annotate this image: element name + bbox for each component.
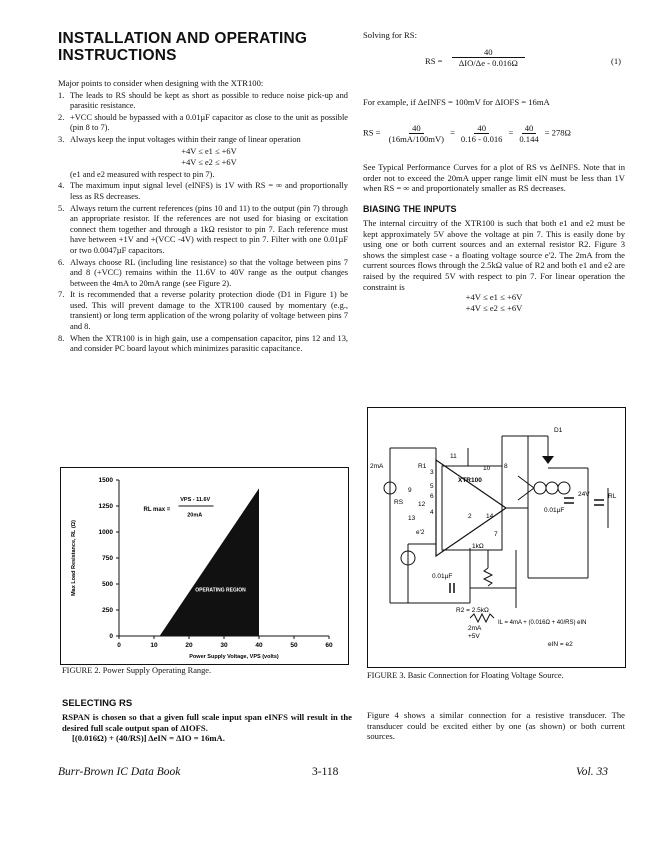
biasing-text: The internal circuitry of the XTR100 is such that both e1 and e2 must be kept approximately 5V above the voltage at pin 7. This is easily done by using one or both current sources and an external resistor R2. Figure 3 shows the simplest case - a floating voltage source e'2. The 2mA from the current sources flows through the 2.5kΩ value of R2 and both e1 and e2 are raised by the required 5V with respect to pin 7. For linear operation the constraint is: [363, 217, 625, 292]
list-item: [58, 258, 348, 290]
label-24v: 24V: [578, 491, 590, 498]
eq2-fraction-3: [516, 123, 541, 144]
pin-4: 4: [430, 509, 434, 516]
label-rl: RL: [608, 493, 617, 500]
y-tick-label: 500: [102, 581, 113, 588]
eq2-result: = 278Ω: [544, 127, 571, 138]
y-tick-label: 0: [109, 633, 113, 640]
circuit-wires: [390, 436, 608, 608]
x-tick-label: 0: [117, 642, 121, 649]
label-5v: +5V: [468, 633, 480, 640]
figure3-circuit: [367, 407, 626, 668]
list-item: [58, 135, 348, 146]
selecting-text: RSPAN is chosen so that a given full scale input span eINFS will result in the desired full scale output span of ΔIOFS.: [62, 712, 352, 733]
label-rs: RS: [394, 499, 404, 506]
example-text: For example, if ΔeINFS = 100mV for ΔIOFS = 16mA: [363, 96, 550, 107]
label-c001b: 0.01µF: [544, 507, 565, 514]
eq2-f1-den: (16mA/100mV): [388, 134, 445, 145]
label-2ma-b: 2mA: [468, 625, 482, 632]
see-text: See Typical Performance Curves for a plot of RS vs ΔeINFS. Note that in order not to exceed the 20mA upper range limit eIN must be less than 1V when RS = ∞ and proportionately smaller as RS decreases.: [363, 162, 625, 194]
solving-text: Solving for RS:: [363, 30, 417, 40]
label-formula: IL = 4mA + (0.016Ω + 40/RS) eIN: [498, 620, 587, 626]
list-item-text: Always choose RL (including line resistance) so that the voltage between pins 7 and 8 (+VCC) remains within the 11.6V to 40V range as the output changes between the 4mA to 20mA range (see Figure 2).: [70, 257, 348, 288]
x-tick-label: 10: [150, 642, 158, 649]
eq2-fraction-2: [458, 123, 506, 144]
left-column: [58, 30, 348, 356]
pin-6: 6: [430, 493, 434, 500]
label-e2p: e'2: [416, 529, 425, 536]
y-tick-label: 1250: [98, 503, 113, 510]
list-item-number: 3.: [58, 134, 65, 144]
eq1-left: RS =: [425, 55, 443, 66]
pin-9: 9: [408, 487, 412, 494]
list-item: [58, 204, 348, 257]
figure2-caption: FIGURE 2. Power Supply Operating Range.: [62, 666, 212, 675]
y-tick-label: 1000: [98, 529, 113, 536]
pin-10: 10: [483, 465, 491, 472]
y-tick-label: 250: [102, 607, 113, 614]
list-item-text: It is recommended that a reverse polarity protection diode (D1 in Figure 1) be used. This will prevent damage to the XTR100 caused by momentary (e.g., transient) or long term application of the wrong polarity of voltage between pins 7 and 8.: [70, 290, 348, 332]
selecting-title: SELECTING RS: [62, 698, 133, 709]
list-item-number: 8.: [58, 333, 65, 343]
list-item: [58, 290, 348, 332]
list-item-text: When the XTR100 is in high gain, use a compensation capacitor, pins 12 and 13, and consider PC board layout which minimizes parasitic capacitance.: [70, 333, 348, 354]
x-tick-label: 30: [220, 642, 228, 649]
eq2-f1-num: 40: [409, 123, 424, 134]
list-item: [58, 334, 348, 355]
eq1-fraction: [452, 47, 525, 68]
list-item-number: 4.: [58, 181, 65, 191]
list-item-text: +4V ≤ e2 ≤ +6V: [181, 158, 237, 168]
eq2-left: RS =: [363, 127, 381, 138]
x-tick-label: 50: [290, 642, 298, 649]
label-ein: eIN = e2: [548, 641, 573, 648]
list-item-text: Always return the current references (pins 10 and 11) to the output (pin 7) through an appropriate resistor. If the references are not used for biasing or excitation connect them together and through a 1kΩ resistor to pin 7. Each reference must have between +1V and +(VCC -4V) with respect to pin 7. Filter with one 0.01µF or two 0.0047µF capacitors.: [70, 203, 348, 255]
list-item-text: +4V ≤ e1 ≤ +6V: [181, 146, 237, 156]
chip-label: XTR100: [458, 477, 482, 484]
eq1-tag: (1): [610, 55, 621, 66]
constraint-2: +4V ≤ e2 ≤ +6V: [465, 302, 523, 313]
label-2ma: 2mA: [370, 463, 384, 470]
list-item-text: +VCC should be bypassed with a 0.01µF capacitor as close to the unit as possible (pin 8 to 7).: [70, 112, 348, 133]
label-r1: R1: [418, 463, 427, 470]
list-item: [58, 91, 348, 112]
eq2-f3-num: 40: [522, 123, 537, 134]
x-axis-label: Power Supply Voltage, VPS (volts): [189, 654, 279, 660]
figure4-text: Figure 4 shows a similar connection for a resistive transducer. The transducer could be excited either by one (as shown) or both current sources.: [367, 710, 625, 742]
list-item-number: 6.: [58, 257, 65, 267]
footer-page: 3-118: [312, 766, 339, 778]
pin-8: 8: [504, 463, 508, 470]
y-tick-label: 750: [102, 555, 113, 562]
eq2-fraction-1: [386, 123, 447, 144]
list-item-text: The maximum input signal level (eINFS) is 1V with RS = ∞ and proportionally less as RS decreases.: [70, 181, 348, 201]
selecting-equation: [(0.016Ω) + (40/RS)] ΔeIN = ΔIO = 16mA.: [72, 733, 225, 744]
resistor-1k: [484, 568, 492, 586]
chart-svg: [61, 468, 348, 664]
pin-14: 14: [486, 513, 494, 520]
x-tick-label: 60: [325, 642, 333, 649]
circuit-svg: [368, 408, 625, 667]
figure2-chart: [60, 467, 349, 665]
x-tick-label: 20: [185, 642, 193, 649]
section-title: INSTALLATION AND OPERATING INSTRUCTIONS: [58, 30, 308, 64]
constraint-1: +4V ≤ e1 ≤ +6V: [465, 292, 523, 303]
label-1k: 1kΩ: [472, 543, 484, 550]
pin-11: 11: [450, 453, 457, 460]
formula-denominator: 20mA: [187, 512, 203, 519]
selecting-section: [62, 694, 352, 744]
eq1-numerator: 40: [452, 47, 525, 58]
footer-left: Burr-Brown IC Data Book: [58, 766, 181, 778]
coil: [518, 476, 570, 500]
pin-3: 3: [430, 469, 434, 476]
list-item-number: 1.: [58, 90, 65, 100]
label-r2: R2 = 2.5kΩ: [456, 607, 489, 614]
instruction-list: [58, 91, 348, 355]
pin-7: 7: [494, 531, 498, 538]
list-item-text: (e1 and e2 measured with respect to pin 7).: [70, 169, 215, 179]
x-tick-label: 40: [255, 642, 263, 649]
chip-body: [436, 460, 506, 556]
eq2-f2-num: 40: [474, 123, 489, 134]
list-item-number: 5.: [58, 203, 65, 213]
label-d1: D1: [554, 427, 563, 434]
formula-left: RL max =: [143, 507, 171, 514]
list-item: [58, 158, 348, 169]
region-label: OPERATING REGION: [195, 587, 246, 594]
list-item-number: 7.: [58, 290, 65, 300]
biasing-title: BIASING THE INPUTS: [363, 203, 457, 214]
list-item-text: The leads to RS should be kept as short as possible to reduce noise pick-up and parasitic resistance.: [70, 90, 348, 111]
diode-d1: [542, 456, 554, 464]
intro-text: Major points to consider when designing with the XTR100:: [58, 78, 264, 88]
eq1-denominator: ΔIO/Δe - 0.016Ω: [458, 57, 518, 68]
pin-5: 5: [430, 483, 434, 490]
resistor-r2: [470, 614, 494, 622]
y-tick-label: 1500: [98, 477, 113, 484]
eq2-f3-den: 0.144: [519, 134, 539, 145]
list-item: [58, 181, 348, 202]
right-column: [363, 30, 625, 313]
eq2-f2-den: 0.16 - 0.016: [460, 134, 503, 145]
label-c001: 0.01µF: [432, 573, 453, 580]
figure3-caption: FIGURE 3. Basic Connection for Floating Voltage Source.: [367, 671, 564, 680]
list-item-number: 2.: [58, 112, 65, 122]
pin-13: 13: [408, 515, 416, 522]
formula-numerator: VPS - 11.6V: [180, 496, 211, 503]
list-item: [58, 170, 348, 181]
list-item: [58, 147, 348, 158]
list-item: [58, 113, 348, 134]
y-axis-label: Max Load Resistance, RL (Ω): [71, 520, 77, 596]
footer-right: Vol. 33: [576, 766, 608, 778]
equation-2: RS = $\frac{40}{(16mA/100mV)}$ = $\frac{40}{0.16 - 0.016}$ = $\frac{40}{0.144}$ = 278Ω: [363, 123, 571, 145]
pin-12: 12: [418, 501, 426, 508]
pin-2: 2: [468, 513, 472, 520]
equation-1: [363, 47, 625, 77]
operating-region: [160, 488, 259, 636]
list-item-text: Always keep the input voltages within their range of linear operation: [70, 134, 301, 144]
